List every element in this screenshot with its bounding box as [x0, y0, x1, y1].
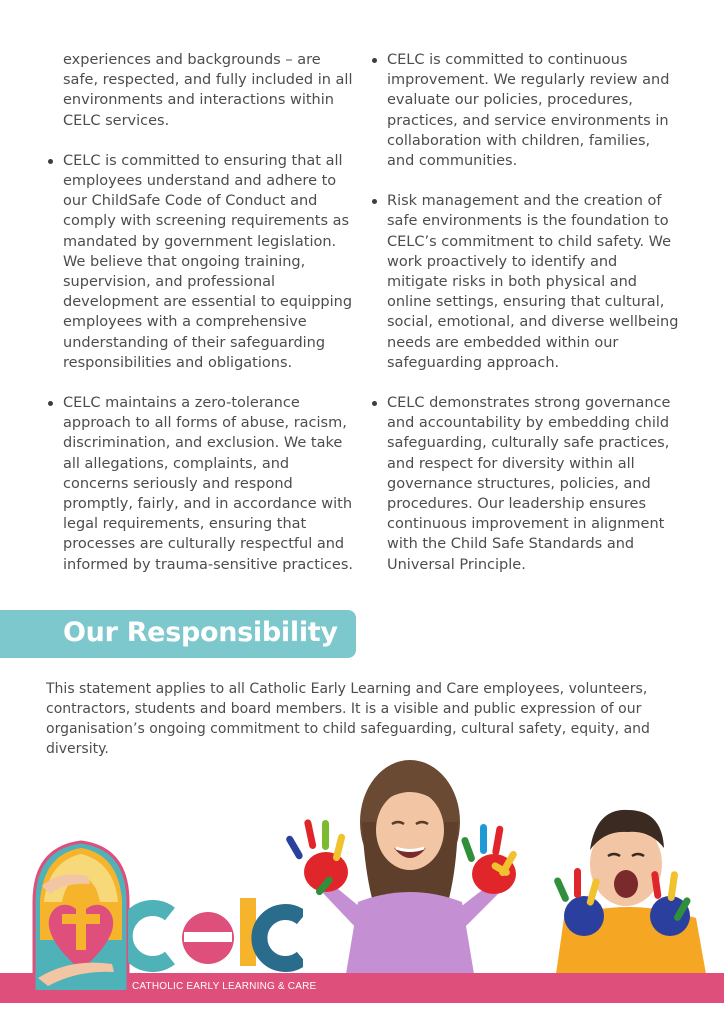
footer-bottom-strip [0, 1003, 724, 1024]
bullet-text: CELC maintains a zero-tolerance approach to all forms of abuse, racism, discrimination, and exclusion. We take all allegations, complaints, and concerns seriously and respond promptly, fairly, and in accordance with legal requirements, ensuring that processes are culturally respectful and informed by trauma-sensitive practices. [63, 395, 353, 573]
right-column [370, 50, 682, 575]
celc-logo-icon [30, 840, 132, 992]
list-item [46, 151, 358, 373]
section-title: Our Responsibility [63, 617, 338, 648]
bullet-text: CELC is committed to ensuring that all employees understand and adhere to our ChildSafe Code of Conduct and comply with screening requirements as mandated by government legislation. We believe that ongoing training, supervision, and professional development are essential to equipping employees with a comprehensive understanding of their safeguarding responsibilities and obligations. [63, 152, 353, 371]
list-item [46, 393, 358, 575]
bullet-icon [48, 401, 53, 406]
bullet-icon [48, 159, 53, 164]
responsibility-statement: This statement applies to all Catholic Early Learning and Care employees, volunteers, contractors, students and board members. It is a visible and public expression of our organisation’s ongoing commitment to child safeguarding, cultural safety, equity, and diversity. [46, 681, 650, 757]
list-item [370, 191, 682, 373]
list-item [370, 393, 682, 575]
list-item [370, 50, 682, 171]
bullet-text: CELC demonstrates strong governance and accountability by embedding child safeguarding, culturally safe practices, and respect for diversity within all governance structures, policies, and procedures. Our leadership ensures continuous improvement in alignment with the Child Safe Standards and Universal Principle. [387, 395, 671, 573]
bullet-icon [372, 401, 377, 406]
celc-wordmark [128, 892, 303, 974]
bullet-icon [372, 58, 377, 63]
continued-paragraph: experiences and backgrounds – are safe, respected, and fully included in all environments and interactions within CELC services. [63, 52, 353, 129]
right-bullet-list [370, 50, 682, 575]
section-banner [0, 610, 356, 658]
footer-tagline: CATHOLIC EARLY LEARNING & CARE [132, 981, 317, 992]
left-column [46, 50, 358, 575]
bullet-text: Risk management and the creation of safe environments is the foundation to CELC’s commitment to child safety. We work proactively to identify and mitigate risks in both physical and online settings, ensuring that cultural, social, emotional, and diverse wellbeing needs are embedded within our safeguarding approach. [387, 193, 679, 371]
boy-painted-hands-photo [546, 788, 716, 974]
bullet-icon [372, 199, 377, 204]
girl-painted-hands-photo [262, 752, 540, 974]
bullet-text: CELC is committed to continuous improvement. We regularly review and evaluate our policies, procedures, practices, and service environments in collaboration with children, families, and communities. [387, 52, 670, 170]
left-bullet-list [46, 151, 358, 575]
